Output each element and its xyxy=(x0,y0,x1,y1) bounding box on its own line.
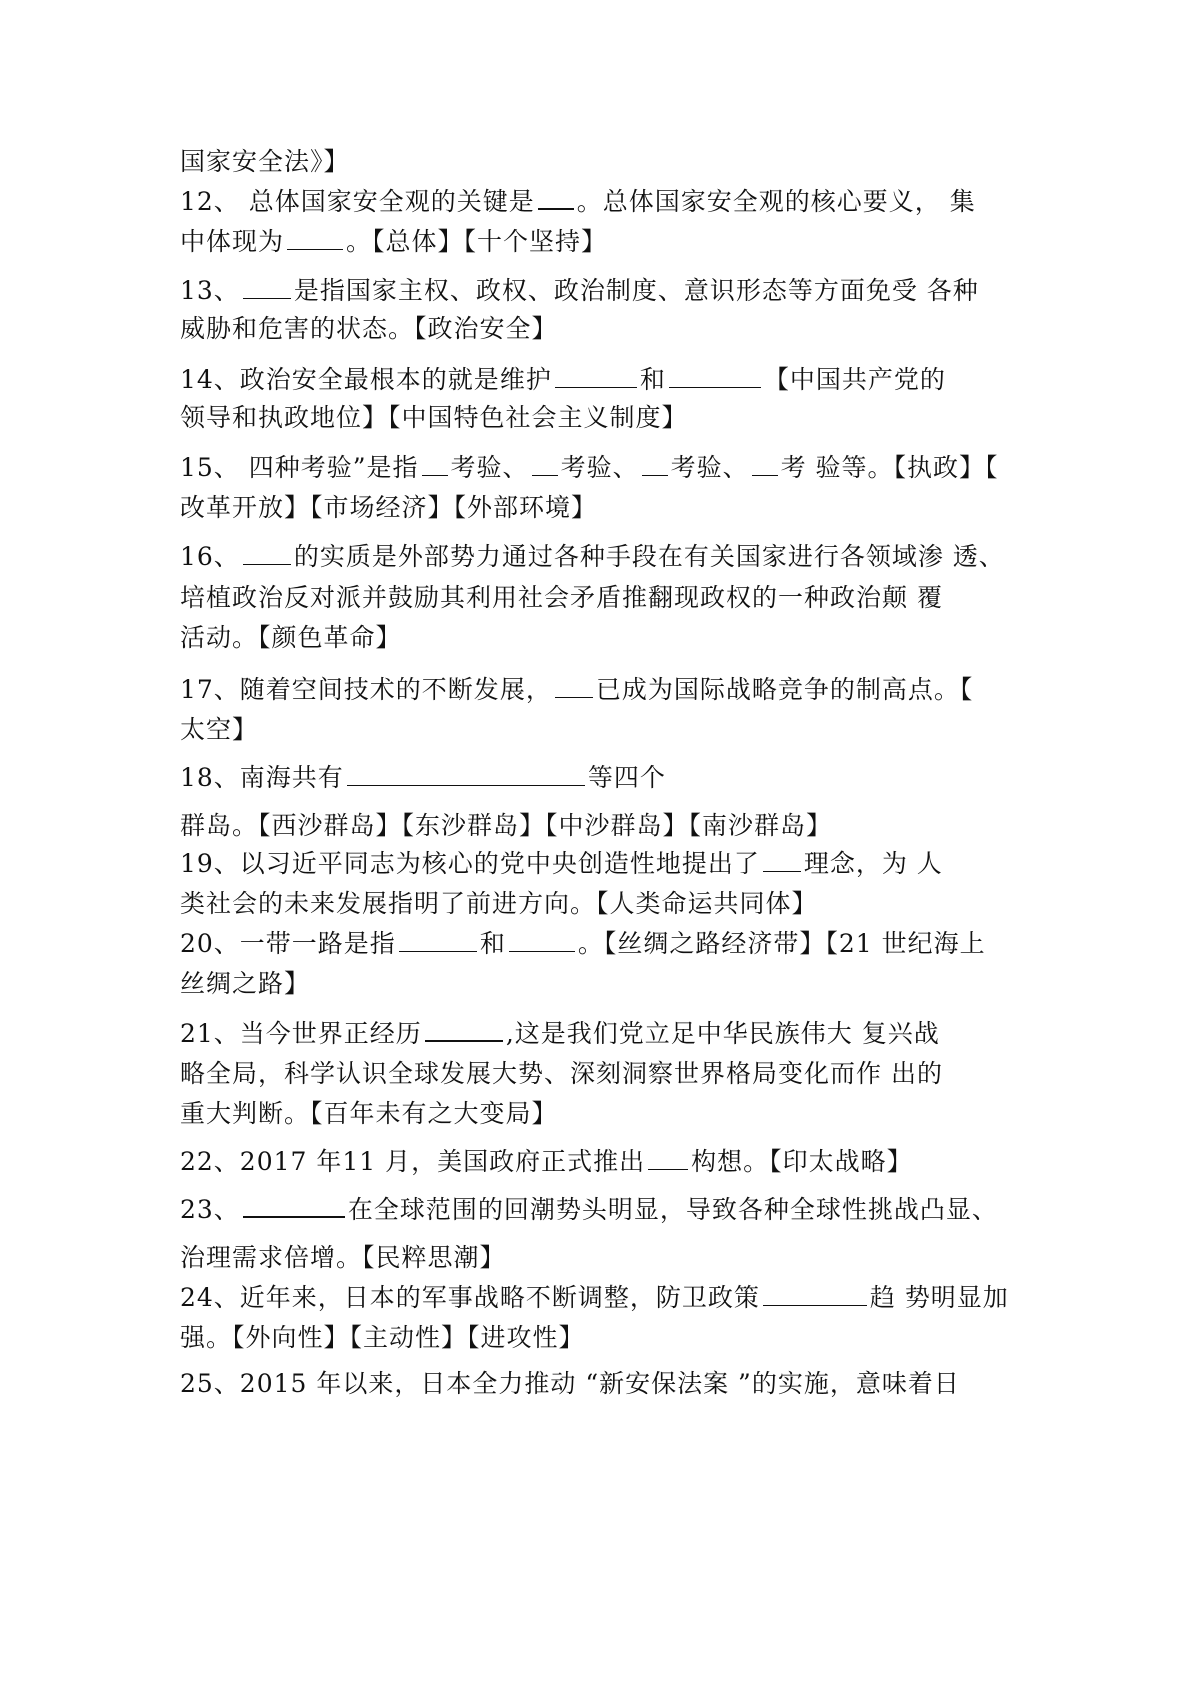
text-line xyxy=(180,810,832,842)
answer-blank xyxy=(642,453,668,476)
line-text: 是指国家主权、政权、政治制度、意识形态等方面免受 各种 xyxy=(293,276,979,305)
text-line xyxy=(180,226,607,258)
answer-blank xyxy=(243,276,291,299)
line-text: 12、 总体国家安全观的关键是 xyxy=(180,187,535,216)
line-text: 13、 xyxy=(180,276,240,305)
line-text: 23、 xyxy=(180,1195,240,1224)
line-text: 考验、 xyxy=(560,453,639,482)
text-line xyxy=(180,582,943,614)
line-text: 强。【外向性】【主动性】【进攻性】 xyxy=(180,1323,585,1352)
text-line xyxy=(180,492,597,524)
text-line xyxy=(180,146,350,178)
line-text: 考验、 xyxy=(670,453,749,482)
answer-blank xyxy=(399,929,477,952)
answer-blank xyxy=(752,453,778,476)
line-text: 17、随着空间技术的不断发展， xyxy=(180,675,552,704)
line-text: 考验、 xyxy=(450,453,529,482)
line-text: 中体现为 xyxy=(180,227,285,256)
line-text: 构想。【印太战略】 xyxy=(691,1147,913,1176)
question-12 xyxy=(180,186,976,218)
answer-blank xyxy=(763,1283,867,1306)
answer-blank xyxy=(648,1147,688,1170)
line-text: 略全局，科学认识全球发展大势、深刻洞察世界格局变化而作 出的 xyxy=(180,1059,943,1088)
line-text: 16、 xyxy=(180,542,240,571)
line-text: 的实质是外部势力通过各种手段在有关国家进行各领域渗 透、 xyxy=(293,542,1005,571)
question-23 xyxy=(180,1194,998,1226)
line-text: 太空】 xyxy=(180,715,259,744)
question-25 xyxy=(180,1368,960,1400)
line-text: 群岛。【西沙群岛】【东沙群岛】【中沙群岛】【南沙群岛】 xyxy=(180,811,833,840)
answer-blank xyxy=(763,849,801,872)
question-21 xyxy=(180,1018,940,1050)
text-line xyxy=(180,1098,558,1130)
line-text: 22、2017 年11 月，美国政府正式推出 xyxy=(180,1147,646,1176)
line-text: 趋 势明显加 xyxy=(869,1283,1009,1312)
text-line xyxy=(180,968,310,1000)
question-20 xyxy=(180,928,986,960)
answer-blank xyxy=(555,365,637,388)
answer-blank xyxy=(555,675,593,698)
line-text: 威胁和危害的状态。【政治安全】 xyxy=(180,314,558,343)
line-text: 考 验等。【执政】【 xyxy=(780,453,999,482)
line-text: 领导和执政地位】【中国特色社会主义制度】 xyxy=(180,403,688,432)
answer-blank xyxy=(287,227,343,250)
line-text: 【中国共产党的 xyxy=(763,365,946,394)
answer-blank xyxy=(243,1194,345,1218)
line-text: 在全球范围的回潮势头明显，导致各种全球性挑战凸显、 xyxy=(347,1195,998,1224)
question-15 xyxy=(180,452,999,484)
line-text: 理念，为 人 xyxy=(803,849,943,878)
line-text: 治理需求倍增。【民粹思潮】 xyxy=(180,1243,506,1272)
line-text: 。【丝绸之路经济带】【21 世纪海上 xyxy=(577,929,986,958)
question-14 xyxy=(180,364,946,396)
answer-blank xyxy=(509,929,575,952)
question-22 xyxy=(180,1146,913,1178)
line-text: 18、南海共有 xyxy=(180,763,344,792)
line-text: 24、近年来，日本的军事战略不断调整，防卫政策 xyxy=(180,1283,760,1312)
text-line xyxy=(180,1322,585,1354)
answer-blank xyxy=(532,453,558,476)
answer-blank xyxy=(422,453,448,476)
line-text: 19、以习近平同志为核心的党中央创造性地提出了 xyxy=(180,849,760,878)
answer-blank xyxy=(538,186,574,210)
line-text: 和 xyxy=(639,365,666,394)
line-text: 已成为国际战略竞争的制高点。【 xyxy=(595,675,974,704)
answer-blank xyxy=(243,542,291,565)
line-text: 25、2015 年以来，日本全力推动 “新安保法案 ”的实施，意味着日 xyxy=(180,1369,960,1398)
line-text: 类社会的未来发展指明了前进方向。【人类命运共同体】 xyxy=(180,889,818,918)
line-text: 20、一带一路是指 xyxy=(180,929,396,958)
line-text: 和 xyxy=(479,929,506,958)
text-line xyxy=(180,888,818,920)
question-24 xyxy=(180,1282,1009,1314)
line-text: 重大判断。【百年未有之大变局】 xyxy=(180,1099,558,1128)
line-text: ,这是我们党立足中华民族伟大 复兴战 xyxy=(505,1019,940,1048)
question-19 xyxy=(180,848,943,880)
answer-blank xyxy=(669,365,761,388)
text-line xyxy=(180,1058,943,1090)
text-line xyxy=(180,622,402,654)
text-line xyxy=(180,402,688,434)
line-text: 国家安全法》】 xyxy=(180,147,350,176)
text-line xyxy=(180,714,258,746)
question-13 xyxy=(180,275,979,307)
line-text: 14、政治安全最根本的就是维护 xyxy=(180,365,552,394)
line-text: 。【总体】【十个坚持】 xyxy=(346,227,608,256)
answer-blank xyxy=(347,763,585,786)
question-16 xyxy=(180,541,1005,573)
text-line xyxy=(180,313,558,345)
answer-blank xyxy=(425,1018,503,1042)
line-text: 15、 四种考验”是指 xyxy=(180,453,419,482)
line-text: 。总体国家安全观的核心要义， 集 xyxy=(576,187,976,216)
line-text: 培植政治反对派并鼓励其利用社会矛盾推翻现政权的一种政治颠 覆 xyxy=(180,583,943,612)
line-text: 等四个 xyxy=(587,763,666,792)
question-17 xyxy=(180,674,973,706)
line-text: 丝绸之路】 xyxy=(180,969,311,998)
question-18 xyxy=(180,762,666,794)
text-line xyxy=(180,1242,506,1274)
line-text: 改革开放】【市场经济】【外部环境】 xyxy=(180,493,598,522)
line-text: 活动。【颜色革命】 xyxy=(180,623,402,652)
line-text: 21、当今世界正经历 xyxy=(180,1019,422,1048)
